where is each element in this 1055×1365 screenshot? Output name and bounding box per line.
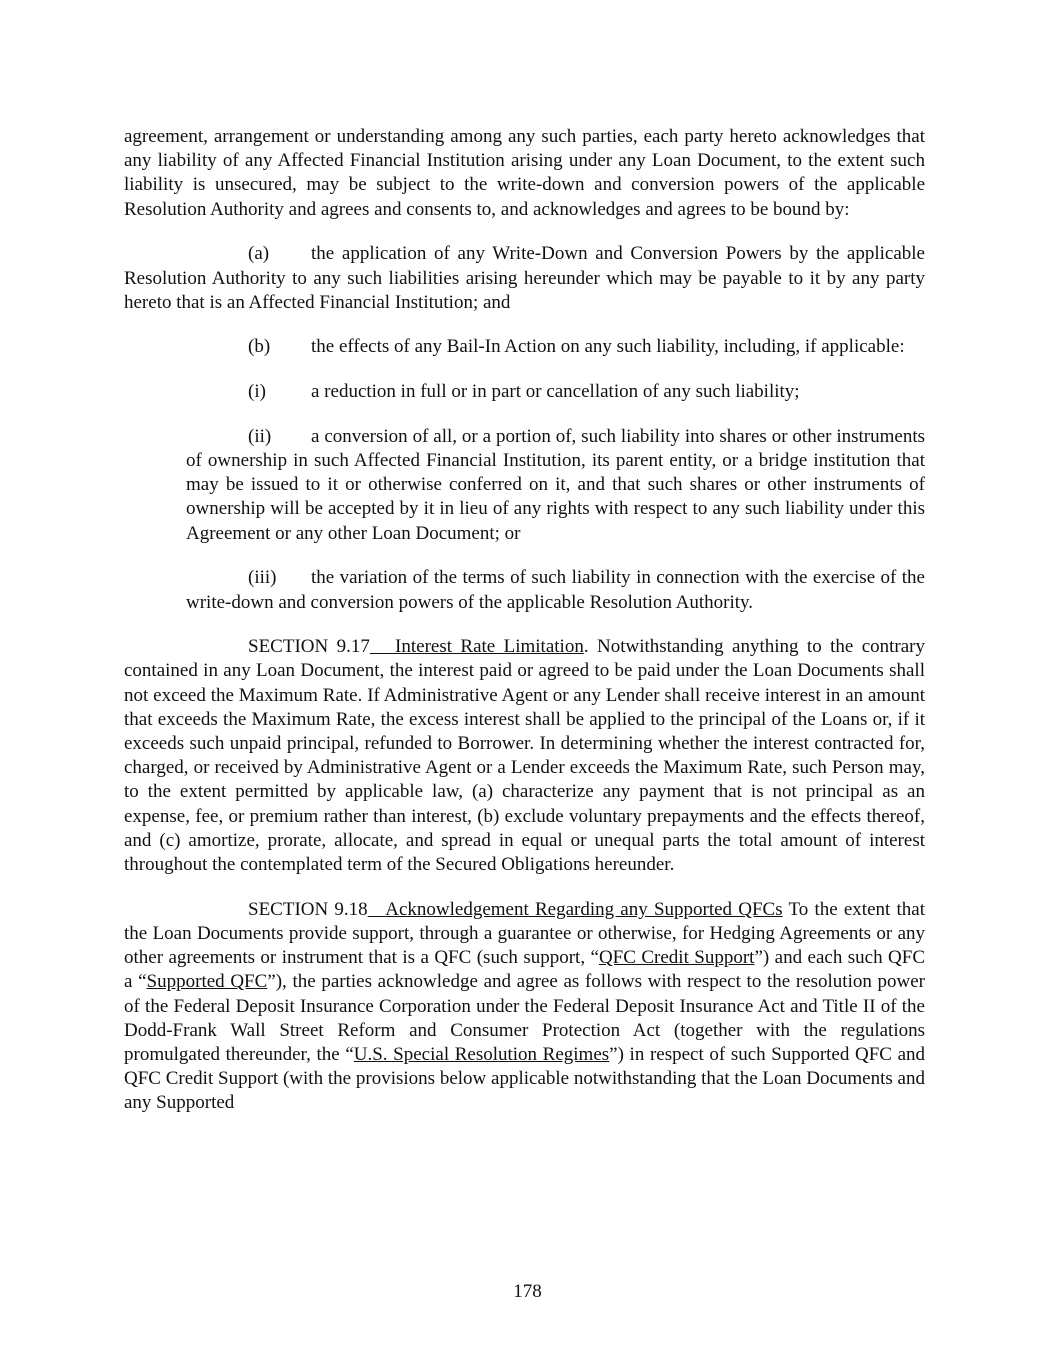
clause-b-number: (b) xyxy=(248,336,271,358)
section-9-18-body-3: ”), the parties acknowledge and agree as follows with respect to the resolution power of the Federal Deposit Insurance Corporation under the Federal Deposit Insurance Act and Title II of the Dodd-Frank Wall Street Reform and Consumer Protection Act (together with the regulations promulgated thereunder, the “ xyxy=(124,971,926,1065)
section-9-18-body-4: ”) in respect of such Supported QFC and QFC Credit Support (with the provisions below applicable notwithstanding that the Loan Documents and any Supported xyxy=(124,1044,925,1114)
clause-iii-number: (iii) xyxy=(248,567,277,589)
section-9-17-title: Interest Rate Limitation xyxy=(395,636,584,658)
clause-ii-text: a conversion of all, or a portion of, such liability into shares or other instruments of ownership in such Affected Financial Institution, its parent entity, or a bridge institution that may be issued to it or otherwise conferred on it, and that such shares or other instruments of ownership will be accepted by it in lieu of any rights with respect to any such liability under this Agreement or any other Loan Document; or xyxy=(186,425,925,544)
document-page xyxy=(124,125,925,1116)
section-9-18-body-1: To the extent that the Loan Documents provide support, through a guarantee or otherwise, for Hedging Agreements or any other agreements or instrument that is a QFC (such support, “ xyxy=(124,898,925,969)
section-9-18-number: SECTION 9.18 xyxy=(248,898,368,920)
section-9-18-gap xyxy=(368,899,386,920)
clause-a-text: the application of any Write-Down and Conversion Powers by the applicable Resolution Authority to any such liabilities arising hereunder which may be payable to it by any party hereto that is an Affected Financial Institution; and xyxy=(124,243,925,313)
section-9-17-gap xyxy=(370,636,395,657)
defined-term-supported-qfc: Supported QFC xyxy=(146,971,268,993)
clause-iii-text: the variation of the terms of such liability in connection with the exercise of the write-down and conversion powers of the applicable Resolution Authority. xyxy=(186,567,925,613)
clause-a xyxy=(124,242,925,315)
clause-b-text: the effects of any Bail-In Action on any such liability, including, if applicable: xyxy=(311,336,905,358)
clause-a-number: (a) xyxy=(248,243,270,265)
opening-paragraph: agreement, arrangement or understanding among any such parties, each party hereto acknowledges that any liability of any Affected Financial Institution arising under any Loan Document, to the extent such liability is unsecured, may be subject to the write-down and conversion powers of the applicable Resolution Authority and agrees and consents to, and acknowledges and agrees to be bound by: xyxy=(124,126,925,220)
clause-ii xyxy=(186,425,925,546)
section-9-18-title: Acknowledgement Regarding any Supported QFCs xyxy=(385,898,783,920)
clause-i-number: (i) xyxy=(248,381,266,403)
defined-term-qfc-credit-support: QFC Credit Support xyxy=(598,947,755,969)
section-9-17-number: SECTION 9.17 xyxy=(248,636,370,658)
clause-i-text: a reduction in full or in part or cancellation of any such liability; xyxy=(311,381,800,403)
section-9-17-body: Notwithstanding anything to the contrary contained in any Loan Document, the interest paid or agreed to be paid under the Loan Documents shall not exceed the Maximum Rate. If Administrative Agent or any Lender shall receive interest in an amount that exceeds the Maximum Rate, the excess interest shall be applied to the principal of the Loans or, if it exceeds such unpaid principal, refunded to Borrower. In determining whether the interest contracted for, charged, or received by Administrative Agent or a Lender exceeds the Maximum Rate, such Person may, to the extent permitted by applicable law, (a) characterize any payment that is not principal as an expense, fee, or premium rather than interest, (b) exclude voluntary prepayments and the effects thereof, and (c) amortize, prorate, allocate, and spread in equal or unequal parts the total amount of interest throughout the contemplated term of the Secured Obligations hereunder. xyxy=(124,636,925,876)
clause-i xyxy=(124,380,925,404)
clause-ii-number: (ii) xyxy=(248,425,272,447)
page-number: 178 xyxy=(513,1281,542,1302)
section-9-18-body-2: ”) and each such QFC a “ xyxy=(124,947,926,993)
clause-b xyxy=(124,335,925,359)
section-9-18 xyxy=(124,898,925,1116)
defined-term-us-special-resolution-regimes: U.S. Special Resolution Regimes xyxy=(353,1044,610,1065)
clause-iii xyxy=(186,566,925,614)
section-9-17: SECTION 9.17 Interest Rate Limitation. Notwithstanding anything to the contrary contained in any Loan Document, the interest paid or agreed to be paid under the Loan Documents shall not exceed the Maximum Rate. If Administrative Agent or any Lender shall receive interest in an amount that exceeds the Maximum Rate, the excess interest shall be applied to the principal of the Loans or, if it exceeds such unpaid principal, refunded to Borrower. In determining whether the interest contracted for, charged, or received by Administrative Agent or a Lender exceeds the Maximum Rate, such Person may, to the extent permitted by applicable law, (a) characterize any payment that is not principal as an expense, fee, or premium rather than interest, (b) exclude voluntary prepayments and the effects thereof, and (c) amortize, prorate, allocate, and spread in equal or unequal parts the total amount of interest throughout the contemplated term of the Secured Obligations hereunder. xyxy=(124,636,925,876)
